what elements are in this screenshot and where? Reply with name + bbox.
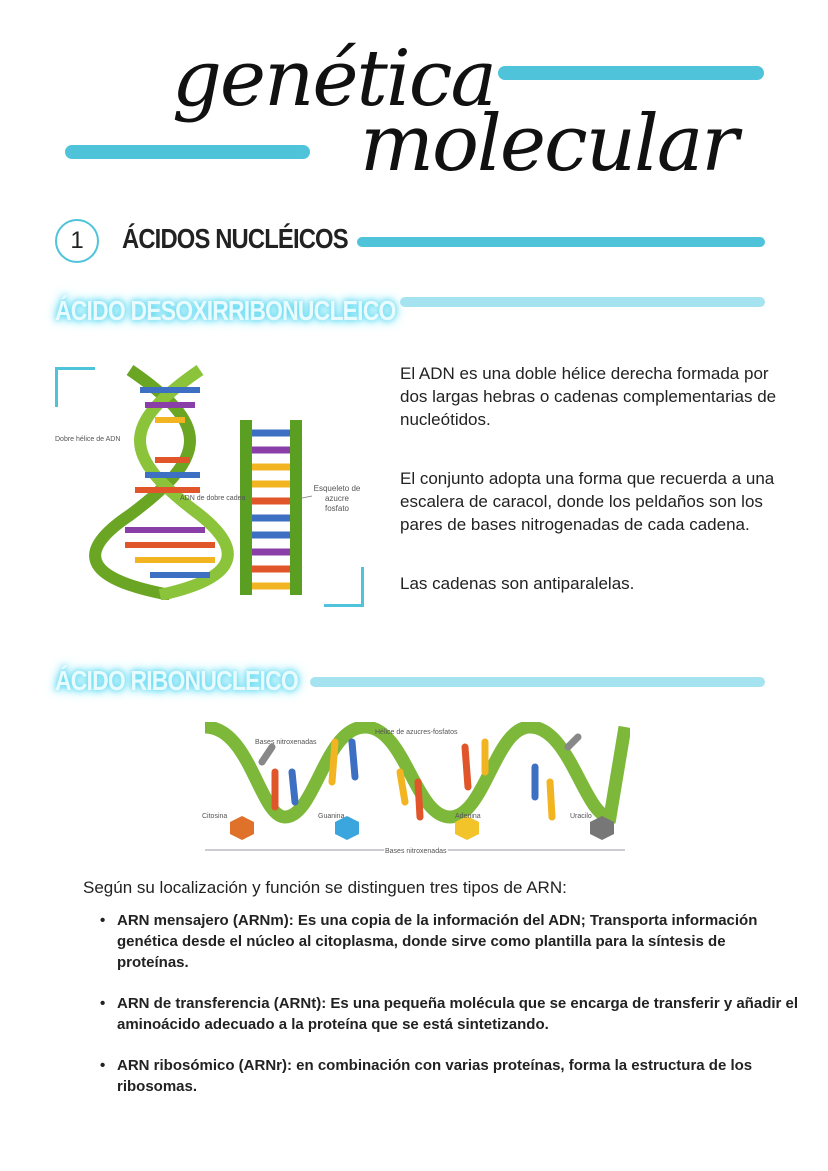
label-helix: Dobre hélice de ADN [55, 436, 121, 443]
label-skeleton: Esqueleto de azucre fosfato [313, 484, 361, 513]
arn-types-list [100, 910, 800, 1117]
adn-paragraph: Las cadenas son antiparalelas. [400, 574, 635, 593]
adn-paragraph: El ADN es una doble hélice derecha formada por dos largas hebras o cadenas complementarias de nucleótidos. [400, 364, 777, 429]
label-bases: Bases nitroxenadas [255, 739, 317, 746]
decor-bar [498, 66, 764, 80]
arn-intro: Según su localización y función se distinguen tres tipos de ARN: [83, 878, 567, 897]
page-title-line1: genética [172, 34, 495, 124]
label-adenina: Adenina [455, 813, 481, 820]
list-item: • ARN ribosómico (ARNr): en combinación con varias proteínas, forma la estructura de los ribosomas. [100, 1055, 800, 1097]
adn-heading: ÁCIDO DESOXIRRIBONUCLEICO [55, 295, 396, 326]
label-citosina: Citosina [202, 813, 228, 820]
dna-illustration [50, 365, 360, 600]
decor-bar [357, 237, 765, 247]
adn-paragraph: El conjunto adopta una forma que recuerda a una escalera de caracol, donde los peldaños son los pares de bases nitrogenadas de cada cadena. [400, 469, 775, 534]
label-double: ADN de dobre cadea [180, 495, 246, 502]
dna-ladder [240, 420, 312, 595]
section-title: ÁCIDOS NUCLÉICOS [122, 223, 348, 254]
rna-illustration [200, 722, 630, 857]
label-helix: Hélice de azucres-fosfatos [375, 729, 458, 736]
label-guanina: Guanina [318, 813, 345, 820]
list-item: • ARN de transferencia (ARNt): Es una pequeña molécula que se encarga de transferir y añadir el aminoácido adecuado a la proteína que se está sintetizando. [100, 993, 800, 1035]
label-uracilo: Uracilo [570, 813, 592, 820]
list-item: • ARN mensajero (ARNm): Es una copia de la información del ADN; Transporta información genética desde el núcleo al citoplasma, donde sirve como plantilla para la síntesis de proteínas. [100, 910, 800, 973]
page-title-line2: molecular [360, 99, 737, 189]
section-number: 1 [55, 219, 99, 263]
label-bottom: Bases nitroxenadas [385, 848, 447, 855]
decor-bar [65, 145, 310, 159]
dna-helix [95, 370, 228, 595]
decor-bar [400, 297, 765, 307]
arn-heading: ÁCIDO RIBONUCLEICO [55, 665, 298, 696]
decor-bar [310, 677, 765, 687]
